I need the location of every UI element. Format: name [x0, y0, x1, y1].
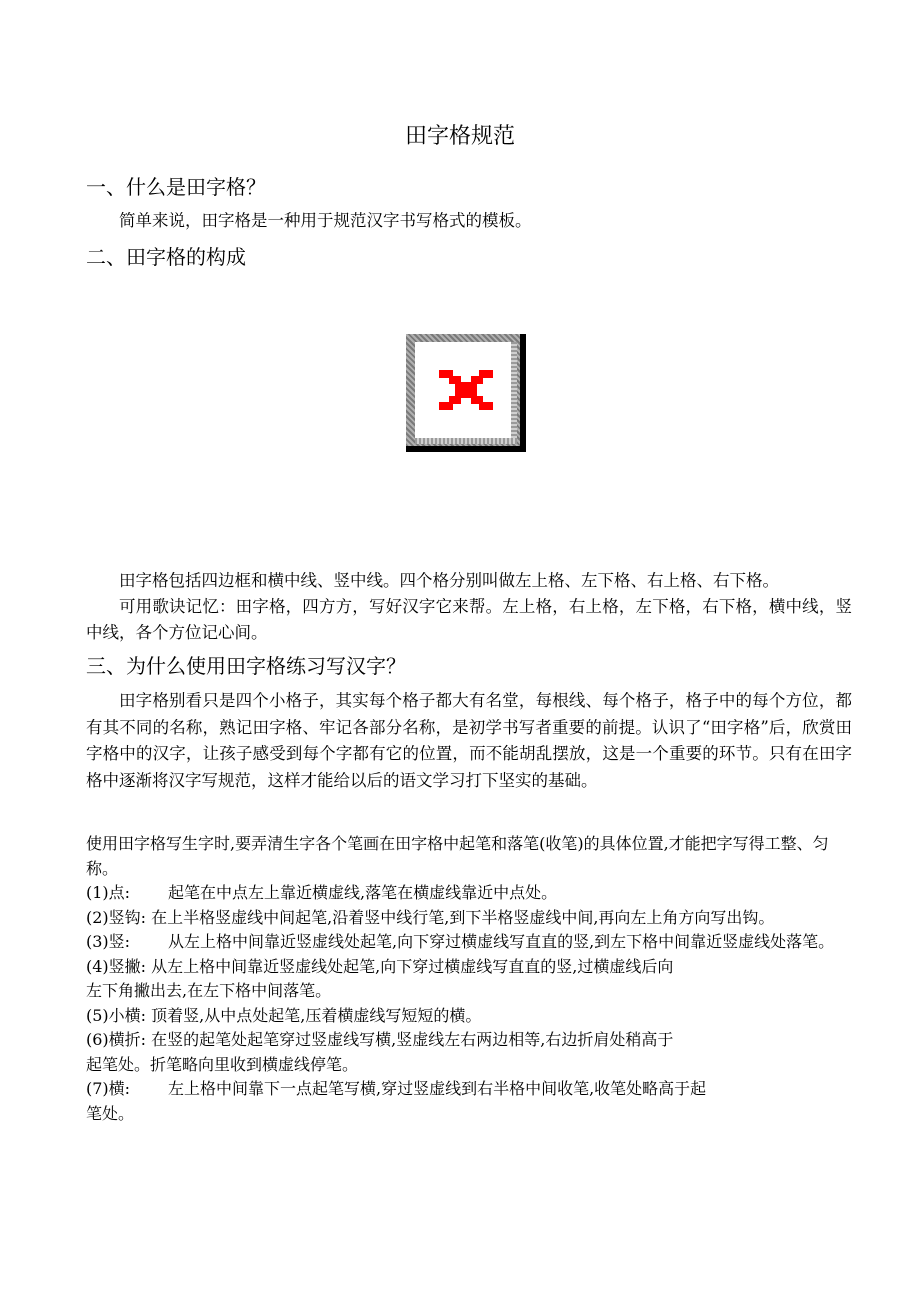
section3-body: 田字格别看只是四个小格子，其实每个格子都大有名堂，每根线、每个格子，格子中的每个方位，都有其不同的名称，熟记田字格、牢记各部分名称，是初学书写者重要的前提。认识了“田字格”后，欣赏田字格中的汉字，让孩子感受到每个字都有它的位置，而不能胡乱摆放，这是一个重要的环节。只有在田字格中逐渐将汉字写规范，这样才能给以后的语文学习打下坚实的基础。 [86, 691, 852, 790]
list-item [86, 955, 858, 980]
red-cross-icon [439, 370, 493, 410]
stroke-label: (2)竖钩: [86, 907, 147, 927]
stroke-text-continued: 起笔处。折笔略向里收到横虚线停笔。 [86, 1054, 359, 1074]
stroke-text: 从左上格中间靠近竖虚线处起笔,向下穿过横虚线写直直的竖,到左下格中间靠近竖虚线处落笔。 [168, 932, 835, 951]
broken-image-icon [406, 334, 526, 452]
section1-body: 简单来说，田字格是一种用于规范汉字书写格式的模板。 [119, 211, 532, 230]
stroke-text: 在上半格竖虚线中间起笔,沿着竖中线行笔,到下半格竖虚线中间,再向左上角方向写出钩。 [151, 907, 775, 927]
stroke-label: (4)竖撇: [86, 956, 147, 976]
stroke-list [86, 832, 858, 1126]
list-item [86, 881, 858, 906]
stroke-intro: 使用田字格写生字时,要弄清生字各个笔画在田字格中起笔和落笔(收笔)的具体位置,才能把字写得工整、匀称。 [86, 834, 829, 878]
section3-heading: 三、为什么使用田字格练习写汉字？ [86, 654, 406, 678]
stroke-text-continued: 左下角撇出去,在左下格中间落笔。 [86, 981, 332, 1000]
stroke-label: (1)点: [86, 883, 131, 902]
stroke-text: 起笔在中点左上靠近横虚线,落笔在横虚线靠近中点处。 [168, 883, 558, 902]
stroke-text: 从左上格中间靠近竖虚线处起笔,向下穿过横虚线写直直的竖,过横虚线后向 [151, 956, 674, 976]
stroke-label: (6)横折: [86, 1030, 147, 1049]
stroke-text: 在竖的起笔处起笔穿过竖虚线写横,竖虚线左右两边相等,右边折肩处稍高于 [151, 1030, 674, 1049]
list-item [86, 930, 858, 955]
list-item [86, 906, 858, 931]
stroke-label: (3)竖: [86, 932, 131, 951]
list-item [86, 1028, 858, 1053]
list-item [86, 1004, 858, 1029]
stroke-text-continued: 笔处。 [86, 1103, 135, 1123]
stroke-text: 顶着竖,从中点处起笔,压着横虚线写短短的横。 [151, 1005, 482, 1025]
section2-heading: 二、田字格的构成 [86, 245, 246, 269]
page-title: 田字格规范 [404, 124, 515, 149]
section1-heading: 一、什么是田字格？ [86, 175, 266, 199]
section2-body-2: 可用歌诀记忆：田字格，四方方，写好汉字它来帮。左上格，右上格，左下格，右下格，横中线，竖中线，各个方位记心间。 [86, 597, 852, 642]
list-item [86, 1077, 858, 1102]
section2-body-1: 田字格包括四边框和横中线、竖中线。四个格分别叫做左上格、左下格、右上格、右下格。 [119, 571, 779, 590]
stroke-label: (5)小横: [86, 1005, 147, 1025]
stroke-text: 左上格中间靠下一点起笔写横,穿过竖虚线到右半格中间收笔,收笔处略高于起 [168, 1079, 707, 1098]
stroke-label: (7)横: [86, 1079, 131, 1098]
